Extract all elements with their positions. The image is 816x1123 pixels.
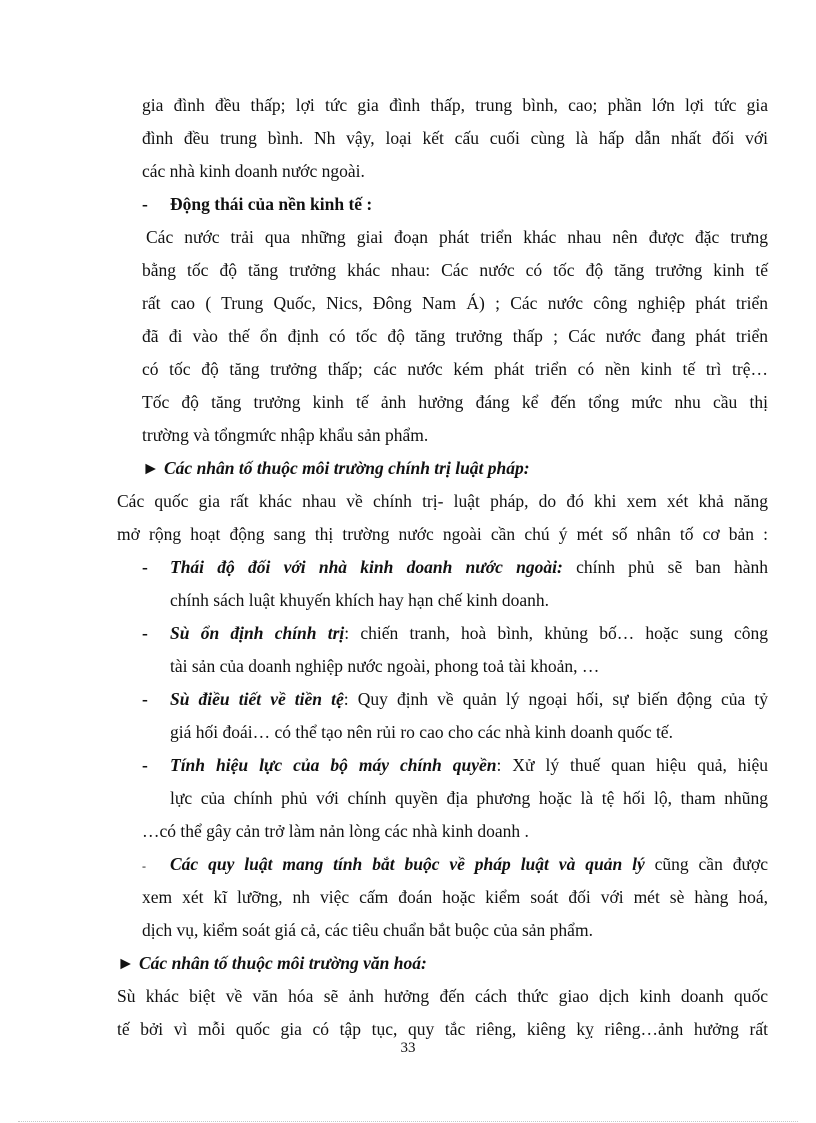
heading-text: Các nhân tố thuộc môi trường văn hoá:	[139, 953, 427, 973]
bullet-dash: -	[142, 194, 148, 214]
body-line: đình đều trung bình. Nh vậy, loại kết cấu cuối cùng là hấp dẫn nhất đối với	[142, 128, 768, 148]
body-line: dịch vụ, kiểm soát giá cả, các tiêu chuẩn bắt buộc của sản phẩm.	[142, 920, 593, 940]
body-line: mở rộng hoạt động sang thị trường nước ngoài cần chú ý mét số nhân tố cơ bản :	[117, 524, 768, 544]
page-number: 33	[400, 1040, 416, 1056]
list-item	[142, 622, 768, 644]
body-line: các nhà kinh doanh nước ngoài.	[142, 161, 365, 181]
body-line: lực của chính phủ với chính quyền địa phương hoặc là tệ hối lộ, tham nhũng	[170, 788, 768, 808]
body-line: có tốc độ tăng trưởng thấp; các nước kém phát triển có nền kinh tế trì trệ…	[142, 359, 768, 379]
heading-text: Các nhân tố thuộc môi trường chính trị luật pháp:	[164, 458, 530, 478]
body-line: tế bởi vì mỗi quốc gia có tập tục, quy tắc riêng, kiêng kỵ riêng…ảnh hưởng rất	[117, 1019, 768, 1039]
list-item	[142, 556, 768, 578]
body-line: Các quốc gia rất khác nhau về chính trị- luật pháp, do đó khi xem xét khả năng	[117, 491, 768, 511]
bullet-dash: -	[142, 623, 148, 643]
body-line: rất cao ( Trung Quốc, Nics, Đông Nam Á) ; Các nước công nghiệp phát triển	[142, 293, 768, 313]
section-heading-economy	[142, 193, 372, 215]
body-line: bằng tốc độ tăng trưởng khác nhau: Các nước có tốc độ tăng trưởng kinh tế	[142, 260, 768, 280]
body-line: …có thể gây cản trở làm nản lòng các nhà kinh doanh .	[142, 821, 529, 841]
heading-text: Động thái của nền kinh tế :	[170, 194, 373, 214]
item-term: Sù ổn định chính trị	[170, 623, 345, 643]
page-bottom-divider	[18, 1121, 798, 1122]
item-text: cũng cần được	[644, 854, 768, 874]
list-item	[142, 853, 768, 877]
bullet-dash: -	[142, 689, 148, 709]
bullet-dash: -	[142, 859, 146, 873]
item-text: : Quy định về quản lý ngoại hối, sự biến động của tỷ	[343, 689, 768, 709]
body-line: đã đi vào thế ổn định có tốc độ tăng trưởng thấp ; Các nước đang phát triển	[142, 326, 768, 346]
item-term: Sù điều tiết về tiền tệ	[170, 689, 344, 709]
list-item	[142, 754, 768, 776]
list-item	[142, 688, 768, 710]
bullet-dash: -	[142, 557, 148, 577]
body-line: chính sách luật khuyến khích hay hạn chế kinh doanh.	[170, 590, 550, 610]
item-term: Các quy luật mang tính bắt buộc về pháp luật và quản lý	[170, 854, 645, 874]
body-line: giá hối đoái… có thể tạo nên rủi ro cao cho các nhà kinh doanh quốc tế.	[170, 722, 673, 742]
body-line: Sù khác biệt về văn hóa sẽ ảnh hưởng đến cách thức giao dịch kinh doanh quốc	[117, 986, 768, 1006]
body-line: trường và tổngmức nhập khẩu sản phẩm.	[142, 425, 429, 445]
arrow-bullet-icon: ►	[142, 458, 160, 478]
body-line: tài sản của doanh nghiệp nước ngoài, phong toả tài khoản, …	[170, 656, 600, 676]
item-text: : Xử lý thuế quan hiệu quả, hiệu	[496, 755, 768, 775]
section-heading-politics	[142, 457, 530, 479]
body-line: Tốc độ tăng trưởng kinh tế ảnh hưởng đáng kể đến tổng mức nhu cầu thị	[142, 392, 768, 412]
body-line: gia đình đều thấp; lợi tức gia đình thấp, trung bình, cao; phần lớn lợi tức gia	[142, 95, 768, 115]
body-line: xem xét kĩ lưỡng, nh việc cấm đoán hoặc kiểm soát đối với mét sè hàng hoá,	[142, 887, 768, 907]
item-text: chính phủ sẽ ban hành	[562, 557, 768, 577]
item-term: Thái độ đối với nhà kinh doanh nước ngoài:	[170, 557, 563, 577]
arrow-bullet-icon: ►	[117, 953, 135, 973]
item-term: Tính hiệu lực của bộ máy chính quyền	[170, 755, 497, 775]
section-heading-culture	[117, 952, 427, 974]
body-line: Các nước trải qua những giai đoạn phát triển khác nhau nên được đặc trưng	[146, 227, 768, 247]
bullet-dash: -	[142, 755, 148, 775]
item-text: : chiến tranh, hoà bình, khủng bố… hoặc sung công	[344, 623, 768, 643]
